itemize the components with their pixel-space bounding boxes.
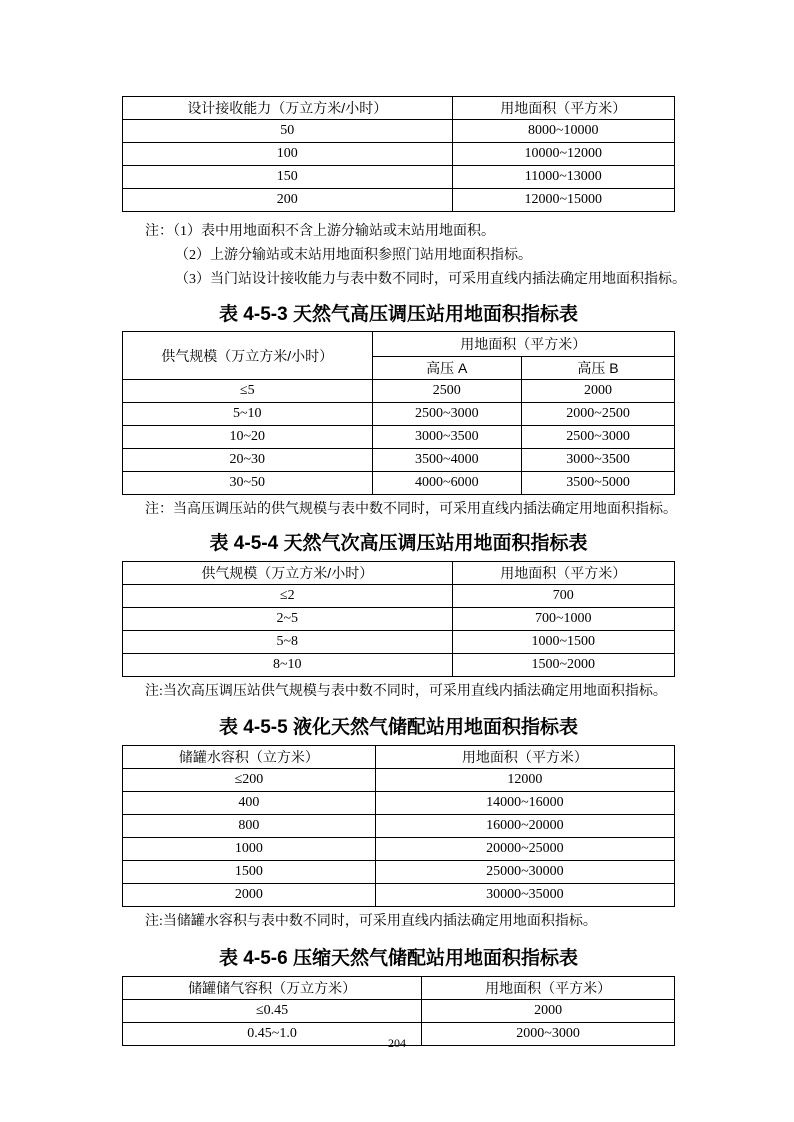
table-row — [123, 472, 675, 495]
table-cell: 20000~25000 — [375, 838, 674, 861]
column-header-supply-scale: 供气规模（万立方米/小时） — [123, 562, 453, 585]
table-cell: 700~1000 — [452, 608, 674, 631]
table-cell: ≤5 — [123, 380, 373, 403]
table-cell: 5~8 — [123, 631, 453, 654]
table-4-5-5-note: 注:当储罐水容积与表中数不同时，可采用直线内插法确定用地面积指标。 — [145, 914, 597, 929]
table-row — [123, 769, 675, 792]
table-cell: 200 — [123, 189, 453, 212]
table-cell: 800 — [123, 815, 376, 838]
table-cell: 2000 — [123, 884, 376, 907]
table-cell: 1000 — [123, 838, 376, 861]
table-row — [123, 631, 675, 654]
table-4-5-5-title: 表 4-5-5 液化天然气储配站用地面积指标表 — [219, 717, 578, 738]
column-group-header-land-area: 用地面积（平方米） — [372, 332, 675, 357]
table-cell: 1500~2000 — [452, 654, 674, 677]
table-header-row — [123, 977, 675, 1000]
table-cell: ≤0.45 — [123, 1000, 422, 1023]
table-cell: 3000~3500 — [372, 426, 522, 449]
table-cell: 2000~3000 — [422, 1023, 675, 1046]
table-row — [123, 143, 675, 166]
column-header-high-pressure-b: 高压 B — [522, 357, 675, 380]
table-cell: 50 — [123, 120, 453, 143]
table-row — [123, 380, 675, 403]
column-header-tank-gas-volume: 储罐储气容积（万立方米） — [123, 977, 422, 1000]
note-line: 注：（1）表中用地面积不含上游分输站或末站用地面积。 — [145, 224, 495, 239]
table-cell: 150 — [123, 166, 453, 189]
note-line: （3）当门站设计接收能力与表中数不同时，可采用直线内插法确定用地面积指标。 — [175, 272, 686, 287]
column-header-design-capacity: 设计接收能力（万立方米/小时） — [123, 97, 453, 120]
column-header-land-area: 用地面积（平方米） — [375, 746, 674, 769]
note-line: （2）上游分输站或末站用地面积参照门站用地面积指标。 — [175, 248, 532, 263]
sub-high-pressure-regulator-table — [122, 561, 675, 677]
table-header-row — [123, 746, 675, 769]
table-cell: ≤2 — [123, 585, 453, 608]
page-number: 204 — [388, 1036, 406, 1050]
table-row — [123, 585, 675, 608]
table-row — [123, 120, 675, 143]
table-cell: 4000~6000 — [372, 472, 522, 495]
table-4-5-4-note: 注:当次高压调压站供气规模与表中数不同时，可采用直线内插法确定用地面积指标。 — [145, 684, 667, 699]
table-cell: 8000~10000 — [452, 120, 674, 143]
column-header-land-area: 用地面积（平方米） — [452, 562, 674, 585]
table-row — [123, 166, 675, 189]
table-cell: 25000~30000 — [375, 861, 674, 884]
high-pressure-regulator-table — [122, 331, 675, 495]
table-row — [123, 449, 675, 472]
table-row — [123, 861, 675, 884]
table-cell: 12000~15000 — [452, 189, 674, 212]
table-cell: 10000~12000 — [452, 143, 674, 166]
table-4-5-4-title: 表 4-5-4 天然气次高压调压站用地面积指标表 — [209, 533, 588, 554]
table-row — [123, 403, 675, 426]
table-cell: 30~50 — [123, 472, 373, 495]
column-header-supply-scale: 供气规模（万立方米/小时） — [123, 332, 373, 380]
table-row — [123, 608, 675, 631]
table-header-row — [123, 332, 675, 357]
table-cell: 30000~35000 — [375, 884, 674, 907]
table-row — [123, 189, 675, 212]
table-row — [123, 1000, 675, 1023]
table-cell: 1000~1500 — [452, 631, 674, 654]
table-header-row — [123, 97, 675, 120]
table-cell: 3500~5000 — [522, 472, 675, 495]
gate-station-table — [122, 96, 675, 212]
table-cell: 700 — [452, 585, 674, 608]
table-cell: 100 — [123, 143, 453, 166]
table-cell: 2~5 — [123, 608, 453, 631]
table-cell: 5~10 — [123, 403, 373, 426]
table-cell: 11000~13000 — [452, 166, 674, 189]
table-4-5-3-title: 表 4-5-3 天然气高压调压站用地面积指标表 — [219, 304, 578, 325]
table-cell: 16000~20000 — [375, 815, 674, 838]
column-header-high-pressure-a: 高压 A — [372, 357, 522, 380]
table-cell: 8~10 — [123, 654, 453, 677]
table-cell: 14000~16000 — [375, 792, 674, 815]
table-cell: 0.45~1.0 — [123, 1023, 422, 1046]
table-cell: 3000~3500 — [522, 449, 675, 472]
table-row — [123, 838, 675, 861]
table-cell: 2000~2500 — [522, 403, 675, 426]
lng-storage-station-table — [122, 745, 675, 907]
table-cell: 12000 — [375, 769, 674, 792]
table-cell: 2000 — [522, 380, 675, 403]
table-row — [123, 654, 675, 677]
table-cell: 2500~3000 — [372, 403, 522, 426]
gate-station-notes — [122, 220, 686, 292]
table-cell: 2000 — [422, 1000, 675, 1023]
table-row — [123, 884, 675, 907]
column-header-land-area: 用地面积（平方米） — [452, 97, 674, 120]
table-4-5-6-title: 表 4-5-6 压缩天然气储配站用地面积指标表 — [219, 948, 578, 969]
table-cell: ≤200 — [123, 769, 376, 792]
table-cell: 2500~3000 — [522, 426, 675, 449]
table-cell: 2500 — [372, 380, 522, 403]
column-header-land-area: 用地面积（平方米） — [422, 977, 675, 1000]
table-cell: 400 — [123, 792, 376, 815]
page-content — [122, 96, 686, 1046]
table-row — [123, 426, 675, 449]
table-row — [123, 792, 675, 815]
table-4-5-3-note: 注：当高压调压站的供气规模与表中数不同时，可采用直线内插法确定用地面积指标。 — [145, 502, 677, 517]
table-cell: 3500~4000 — [372, 449, 522, 472]
column-header-tank-water-volume: 储罐水容积（立方米） — [123, 746, 376, 769]
table-cell: 20~30 — [123, 449, 373, 472]
table-row — [123, 815, 675, 838]
table-header-row — [123, 562, 675, 585]
table-cell: 10~20 — [123, 426, 373, 449]
table-cell: 1500 — [123, 861, 376, 884]
